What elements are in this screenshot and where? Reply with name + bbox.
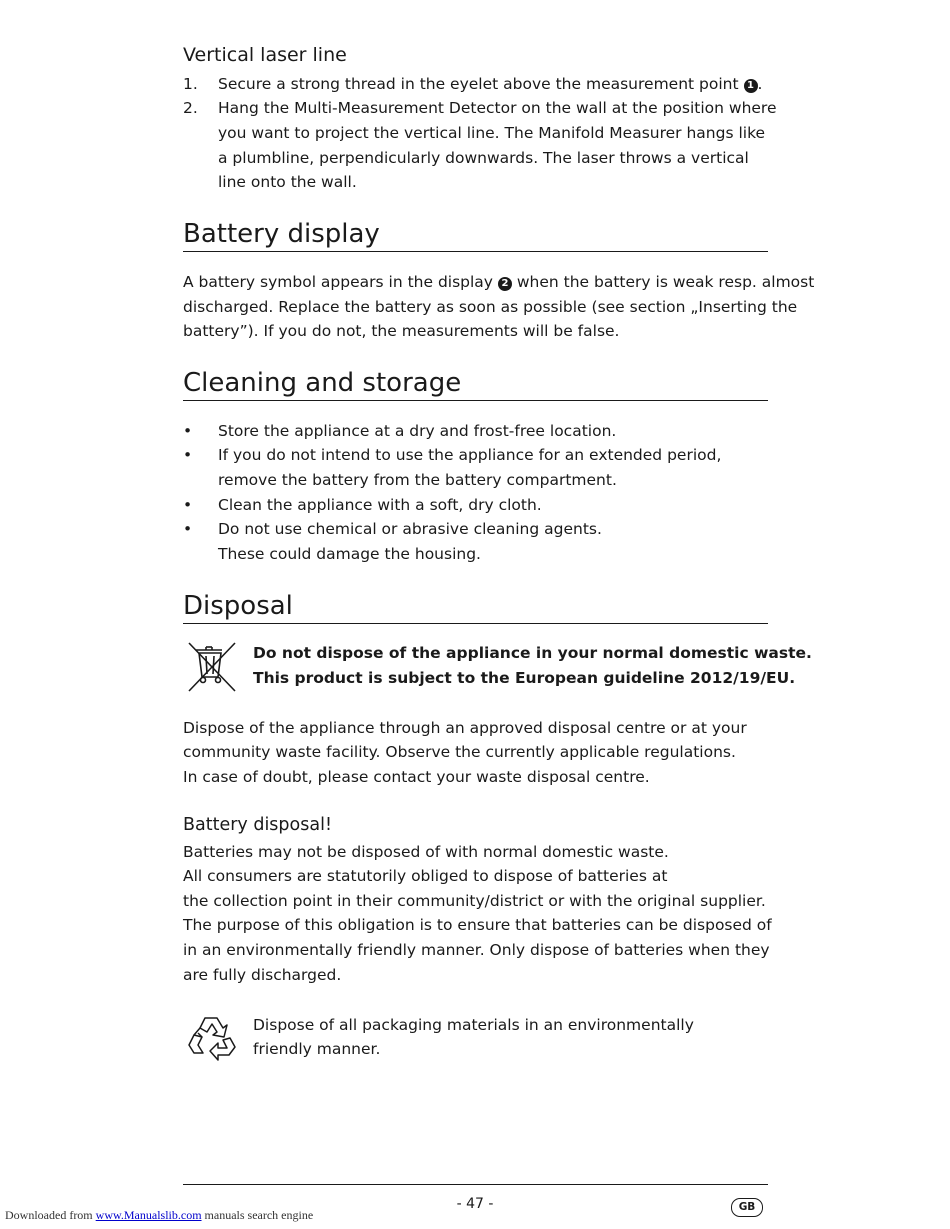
packaging-text: friendly manner.	[253, 1040, 381, 1058]
disposal-paragraph: Dispose of the appliance through an approved disposal centre or at your	[183, 719, 747, 737]
cleaning-item: If you do not intend to use the appliance for an extended period,	[218, 446, 722, 464]
country-badge: GB	[731, 1198, 763, 1217]
step-2-line: line onto the wall.	[218, 173, 357, 191]
battery-disposal-line: are fully discharged.	[183, 966, 342, 984]
bullet: •	[183, 422, 193, 440]
cleaning-item: Store the appliance at a dry and frost-free location.	[218, 422, 617, 440]
bullet: •	[183, 520, 193, 538]
battery-disposal-line: The purpose of this obligation is to ensure that batteries can be disposed of	[183, 916, 772, 934]
page-number: - 47 -	[456, 1196, 494, 1212]
battery-disposal-line: the collection point in their community/district or with the original supplier.	[183, 892, 766, 910]
step-number: 2.	[183, 99, 198, 117]
step-1-text: Secure a strong thread in the eyelet above the measurement point	[218, 75, 739, 93]
battery-display-line	[183, 270, 814, 295]
step-2-line: you want to project the vertical line. The Manifold Measurer hangs like	[218, 124, 766, 142]
download-suffix: manuals search engine	[201, 1208, 314, 1222]
download-footer	[5, 1208, 313, 1223]
marker-2: 2	[498, 277, 512, 291]
battery-display-line: battery”). If you do not, the measurements will be false.	[183, 322, 620, 340]
footer-rule	[183, 1184, 768, 1185]
battery-display-heading: Battery display	[183, 217, 768, 252]
cleaning-item: These could damage the housing.	[218, 545, 481, 563]
disposal-paragraph: community waste facility. Observe the currently applicable regulations.	[183, 743, 736, 761]
battery-display-text: A battery symbol appears in the display	[183, 273, 493, 291]
crossed-out-wheelie-bin-icon	[187, 641, 237, 697]
cleaning-item: Do not use chemical or abrasive cleaning agents.	[218, 520, 602, 538]
cleaning-heading: Cleaning and storage	[183, 366, 768, 401]
marker-1: 1	[744, 79, 758, 93]
recycling-icon	[186, 1013, 238, 1067]
disposal-warning: This product is subject to the European guideline 2012/19/EU.	[253, 669, 796, 687]
manualslib-link[interactable]: www.Manualslib.com	[95, 1208, 202, 1222]
bullet: •	[183, 496, 193, 514]
cleaning-item: remove the battery from the battery compartment.	[218, 471, 617, 489]
battery-display-line: discharged. Replace the battery as soon as possible (see section „Inserting the	[183, 298, 798, 316]
step-2-line: a plumbline, perpendicularly downwards. The laser throws a vertical	[218, 149, 749, 167]
packaging-text: Dispose of all packaging materials in an environmentally	[253, 1016, 694, 1034]
step-1	[218, 72, 762, 97]
step-2-line: Hang the Multi-Measurement Detector on the wall at the position where	[218, 99, 777, 117]
battery-disposal-line: Batteries may not be disposed of with normal domestic waste.	[183, 843, 669, 861]
battery-disposal-heading: Battery disposal!	[183, 815, 332, 835]
download-prefix: Downloaded from	[5, 1208, 96, 1222]
vertical-laser-heading: Vertical laser line	[183, 44, 347, 66]
battery-disposal-line: in an environmentally friendly manner. Only dispose of batteries when they	[183, 941, 770, 959]
bullet: •	[183, 446, 193, 464]
disposal-warning: Do not dispose of the appliance in your normal domestic waste.	[253, 644, 812, 662]
battery-display-text: when the battery is weak resp. almost	[516, 273, 815, 291]
step-number: 1.	[183, 75, 198, 93]
step-1-end: .	[757, 75, 763, 93]
disposal-paragraph: In case of doubt, please contact your waste disposal centre.	[183, 768, 650, 786]
cleaning-item: Clean the appliance with a soft, dry cloth.	[218, 496, 542, 514]
battery-disposal-line: All consumers are statutorily obliged to dispose of batteries at	[183, 867, 668, 885]
disposal-heading: Disposal	[183, 589, 768, 624]
